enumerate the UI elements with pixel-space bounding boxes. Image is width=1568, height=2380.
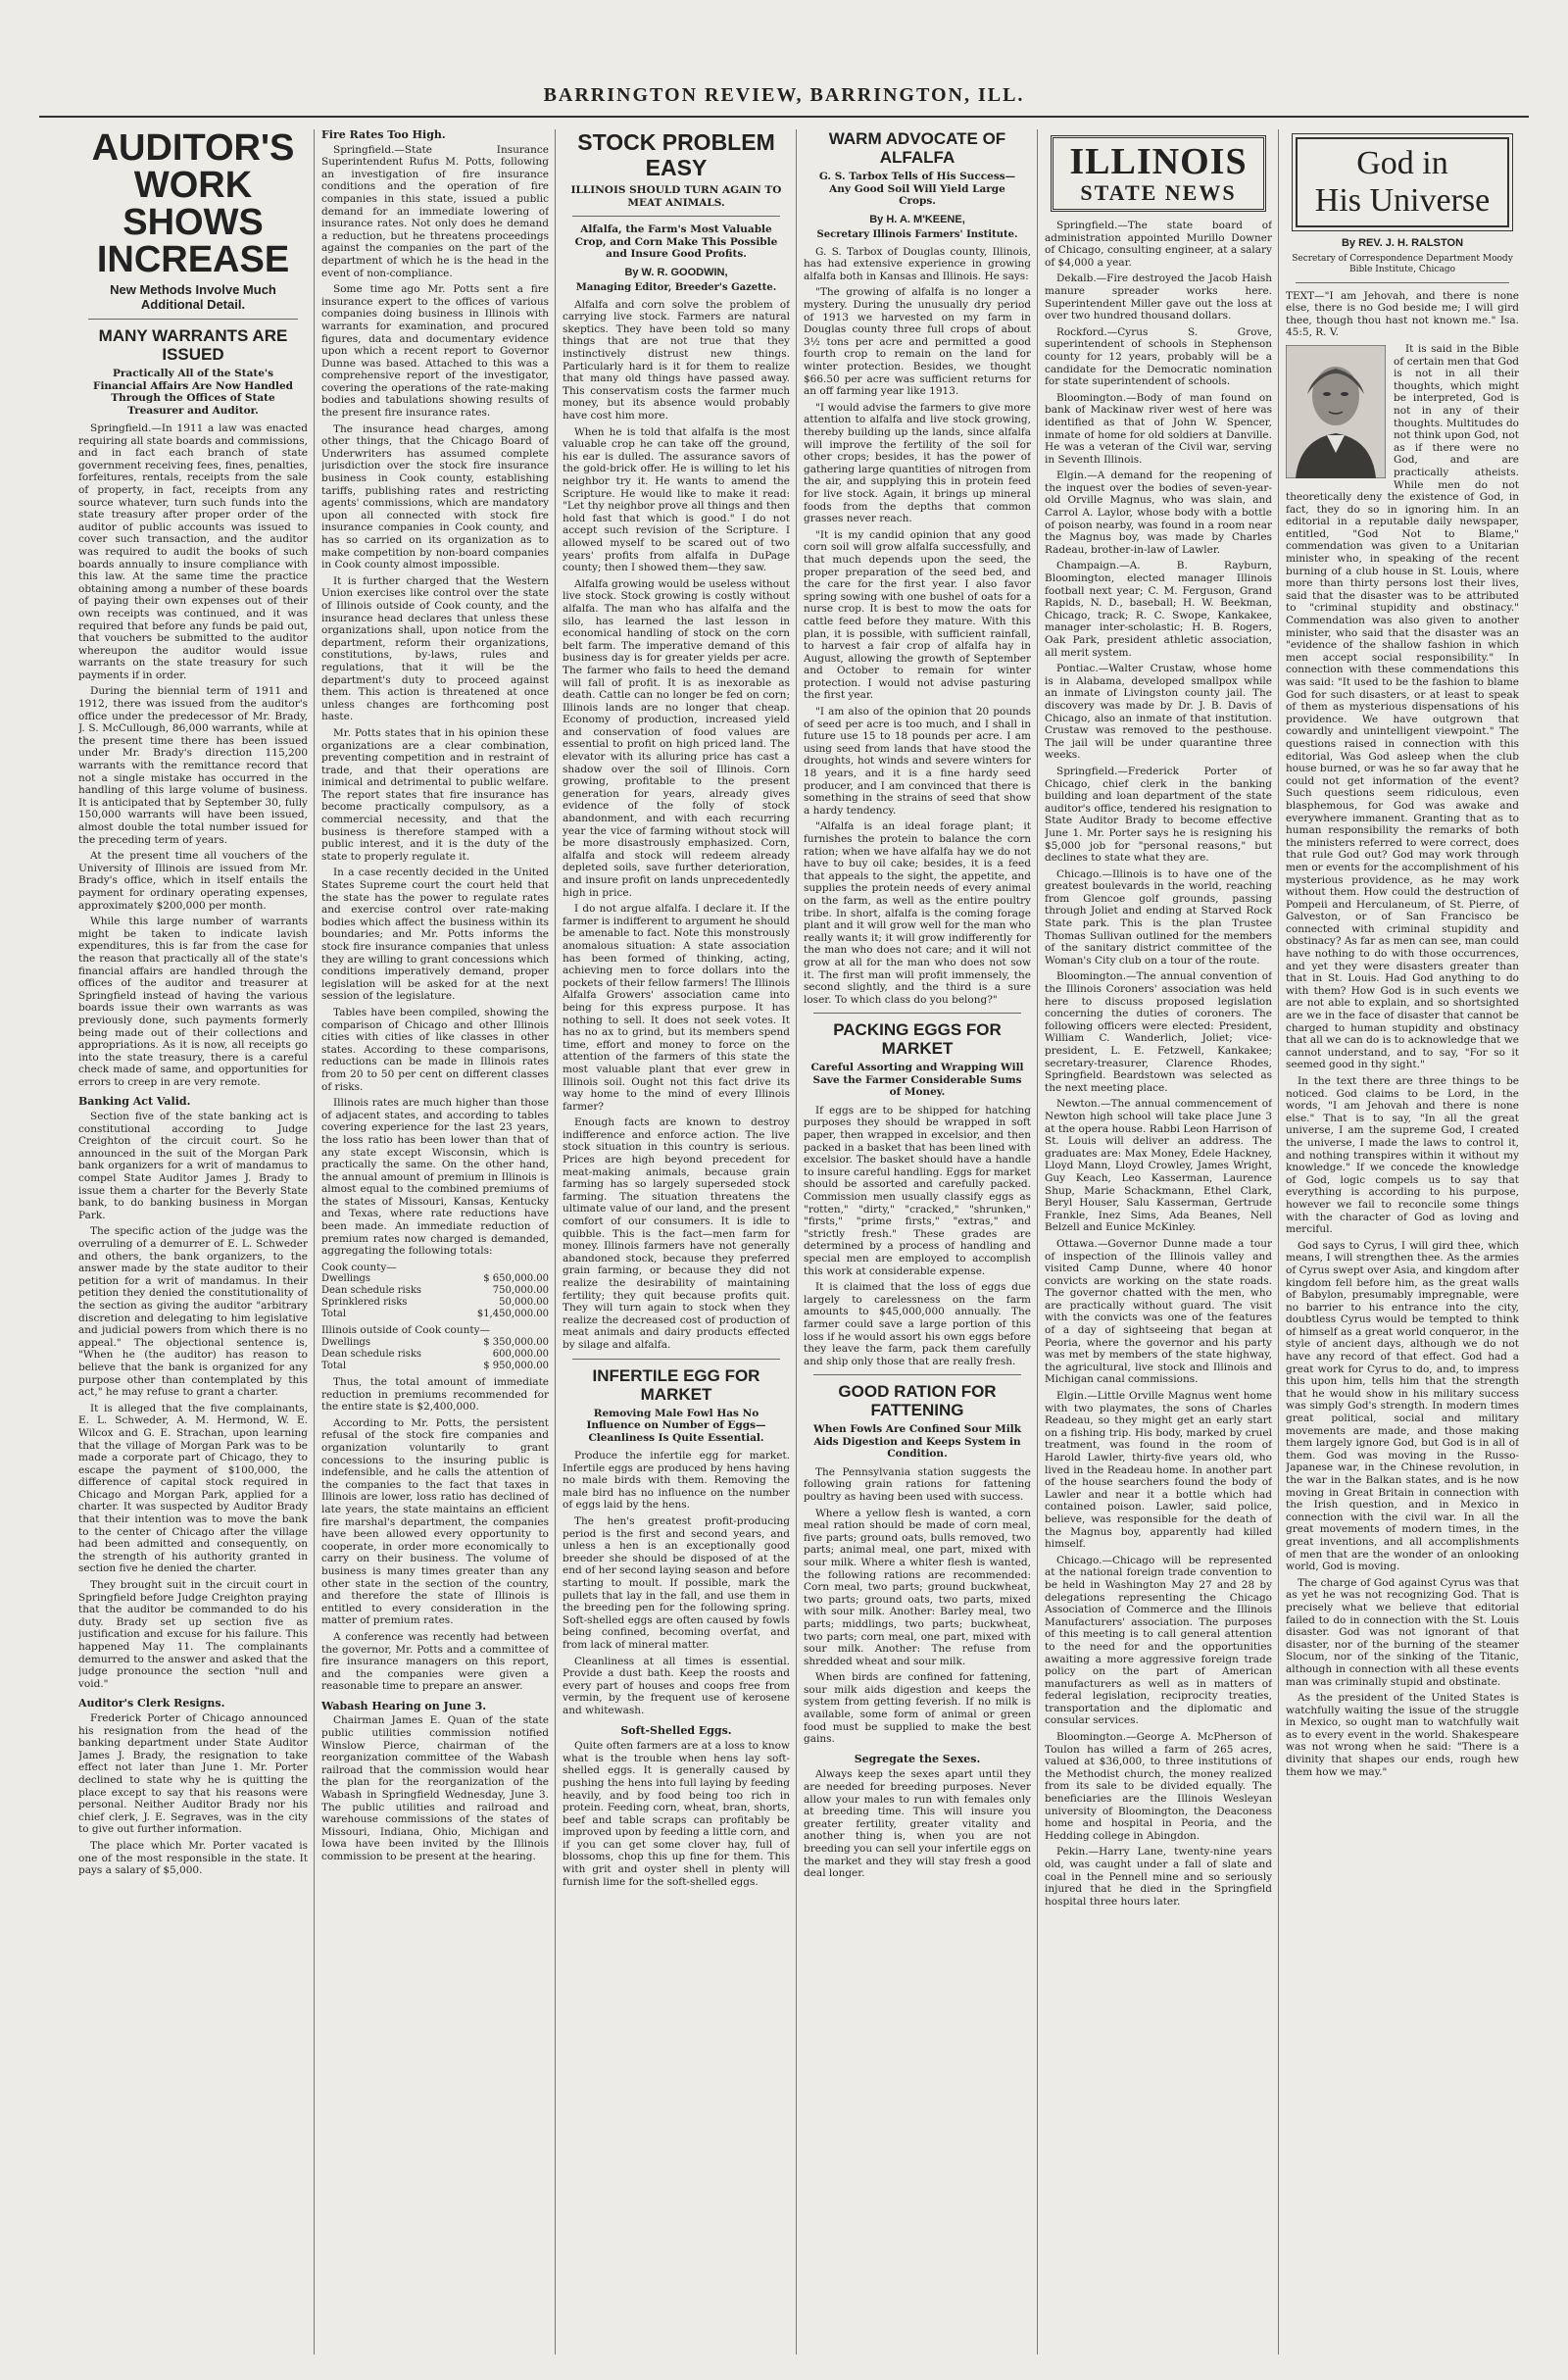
divider	[1296, 282, 1509, 283]
sermon-title: His Universe	[1314, 182, 1491, 219]
divider	[813, 1374, 1021, 1375]
paragraph: Mr. Potts states that in his opinion these organizations are a clear combination, preventing competition and in restraint of trade, and that their operations are inimical and detrimental to public welfare. The report states that fire insurance has become practically compulsory, as a commercial necessity, and that the business is therefore stamped with a public interest, and it is the duty of the state to properly regulate it.	[321, 726, 549, 863]
paragraph: Where a yellow flesh is wanted, a corn meal ration should be made of corn meal, five parts; ground oats, bulls removed, two parts; animal meal, one part, mixed with sour milk. Where a whiter flesh is wanted, the following rations are recommended: Corn meal, two parts; ground buckwheat, two parts; ground oats, two parts, mixed with sour milk. Another: Barley meal, two parts; middlings, two parts; buckwheat, two parts; corn meal, one part, mixed with sour milk. Another: The refuse from shredded wheat and sour milk.	[804, 1507, 1031, 1667]
paragraph: Alfalfa and corn solve the problem of carrying live stock. Farmers are natural skeptics. They have been told so many things that are not true that they instinctively distrust new things. Particularly hard is it for them to realize that many old things have passed away. This conservatism costs the farmer much money, but its absence would probably have cost him more.	[563, 298, 790, 422]
byline: By H. A. M'KEENE,	[869, 213, 965, 225]
news-item: Springfield.—Frederick Porter of Chicago, chief clerk in the banking building and loan department of the state auditor's office, tendered his resignation to State Auditor Brady to become effective June 1. Mr. Porter says he is resigning his $5,000 job for "personal reasons," but declines to state what they are.	[1045, 765, 1272, 865]
article-auditor	[78, 129, 308, 2364]
author-role: Secretary Illinois Farmers' Institute.	[816, 229, 1018, 241]
state-news-nameplate	[1051, 135, 1266, 212]
table-row: Total $ 950,000.00	[321, 1361, 549, 1372]
paragraph: As the president of the United States is watchfully waiting the issue of the struggle in Mexico, so ought man to watchfully wait as to every event in the world. Shakespeare was not wrong when he said: "There is a divinity that shapes our ends, rough hew them how we may."	[1286, 1692, 1519, 1778]
section-heading: Fire Rates Too High.	[321, 129, 446, 141]
paragraph: During the biennial term of 1911 and 1912, there was issued from the auditor's office under the predecessor of Mr. Brady, J. S. McCullough, 86,000 warrants, while at the present time there has been issued under Mr. Brady's direction 115,200 warrants with the remittance record that not a single mistake has occurred in the handling of this large volume of business. It is anticipated that by September 30, fully 150,000 warrants will have been issued, almost double the total number issued for the preceding term of years.	[78, 685, 308, 846]
headline: PACKING EGGS FOR MARKET	[833, 1020, 1002, 1059]
byline: By REV. J. H. RALSTON	[1341, 237, 1464, 249]
table-row: Sprinklered risks 50,000.00	[321, 1297, 549, 1309]
section-heading: Segregate the Sexes.	[854, 1752, 981, 1765]
deck: When Fowls Are Confined Sour Milk Aids Digestion and Keeps System in Condition.	[812, 1423, 1022, 1461]
deck: Practically All of the State's Financial Affairs Are Now Handled Through the Offices of State Treasurer and Auditor.	[92, 368, 294, 417]
section-heading: Wabash Hearing on June 3.	[321, 1699, 487, 1712]
table-heading: Cook county—	[321, 1261, 397, 1273]
subheadline: MANY WARRANTS ARE ISSUED	[98, 326, 288, 364]
news-item: Elgin.—Little Orville Magnus went home with two playmates, the sons of Charles Readeau, so they might get an early start on a fishing trip. His body, marked by cruel treatment, was found in the room of Harold Lawler, thirty-five years old, who lived in the Readeau home. In another part of the house searchers found the body of Lawler and near it a bottle which had contained poison. Lawler, said police, believe, was responsible for the death of the Magnus boy, apparently had killed himself.	[1045, 1390, 1272, 1551]
paragraph: If eggs are to be shipped for hatching purposes they should be wrapped in soft paper, then wrapped in excelsior, and then packed in a basket that has been lined with excelsior. The basket should have a handle to insure careful handling. Eggs for market should be assorted and carefully packed. Commission men usually classify eggs as "rotten," "dirty," "cracked," "shrunken," "firsts," "prime firsts," "extras," and "strictly fresh." These grades are determined by a process of handling and special men are employed to accomplish this work at considerable expense.	[804, 1104, 1031, 1277]
masthead-rule	[39, 116, 1529, 118]
article-god-in-universe	[1286, 129, 1519, 2364]
article-alfalfa	[804, 129, 1031, 2364]
divider	[813, 1013, 1021, 1014]
section-heading: Banking Act Valid.	[78, 1095, 191, 1109]
headline: GOOD RATION FOR FATTENING	[838, 1382, 997, 1420]
news-item: Rockford.—Cyrus S. Grove, superintendent of schools in Stephenson county for 12 years, probably will be a candidate for the Democratic nomination for state superintendent of schools.	[1045, 325, 1272, 388]
paragraph: Chairman James E. Quan of the state public utilities commission notified Winslow Pierce, chairman of the reorganization committee of the Wabash railroad that the commission would hear the plan for the reorganization of the Wabash in Springfield Wednesday, June 3. The public utilities and railroad and warehouse commissions of the states of Missouri, Indiana, Ohio, Michigan and Iowa have been invited by the Illinois commission to be present at the hearing.	[321, 1714, 549, 1862]
paragraph: The specific action of the judge was the overruling of a demurrer of E. L. Schweder and others, the bank organizers, to the answer made by the state auditor to their petition for a writ of mandamus. In their petition they denied the constitutionality of the section as giving the auditor "arbitrary discretion and delegating to him legislative and judicial powers from which there is no appeal." The objectional sentence is, "When he (the auditor) has reason to believe that the bank is organized for any purpose other than contemplated by this act," he may refuse to grant a charter.	[78, 1225, 308, 1399]
paragraph: When he is told that alfalfa is the most valuable crop he can take off the ground, his ear is dulled. The assurance savors of the gold-brick offer. He is willing to let his neighbor try it. He wants to amend the Scripture. He would like to make it read: "Let thy neighbor prove all things and then hold fast that which is good." I do not accept such revision of the Scripture. I allowed myself to be scared out of two years' profits from alfalfa in DuPage county; then I showed them—they saw.	[563, 425, 790, 574]
table-row: Dwellings $ 650,000.00	[321, 1273, 549, 1285]
headline: INFERTILE EGG FOR MARKET	[592, 1365, 760, 1404]
paragraph: Frederick Porter of Chicago announced his resignation from the head of the banking department under State Auditor James J. Brady, the resignation to take effect not later than June 1. Mr. Porter declined to state why he is quitting the place except to say that his reasons were personal. Neither Auditor Brady nor his chief clerk, J. E. Segraves, was in the city to give out further information.	[78, 1711, 308, 1836]
paragraph: "The growing of alfalfa is no longer a mystery. During the unusually dry period of 1913 we harvested on my farm in Douglas county three full crops of about 3½ tons per acre and permitted a good fourth crop to remain on the land for winter protection. Besides, we thought $66.50 per acre was sufficient returns for an off farming year like 1913.	[804, 286, 1031, 398]
paragraph: Illinois rates are much higher than those of adjacent states, and according to tables covering experience for the last 23 years, the loss ratio has been lower than that of any state except Wisconsin, which is practically the same. On the other hand, the annual amount of premium in Illinois is almost equal to the combined premiums of the states of Missouri, Kansas, Kentucky and Texas, where rate reductions have been made. An immediate reduction of premium rates now charged is demanded, aggregating the following totals:	[321, 1097, 549, 1258]
rate-table-outside	[321, 1324, 549, 1372]
paragraph: "I would advise the farmers to give more attention to alfalfa and live stock growing, thereby building up the lands, since alfalfa will improve the fertility of the soil for other crops; besides, it has the power of gathering large quantities of nitrogen from the air, and supplying this in protein feed for live stock. Again, it brings up mineral foods from the depths that common grasses never reach.	[804, 401, 1031, 525]
paragraph: Springfield.—In 1911 a law was enacted requiring all state boards and commissions, and in fact each branch of state government receiving fees, fines, penalties, forfeitures, rentals, receipts from the sale of property, in fact, receipts from any source whatever, turn such funds into the state treasury after proper order of the auditor of public accounts was issued to cover such transaction, and the auditor was required to audit the books of such boards annually to insure compliance with this law. At the same time the practice obtaining among a number of these boards of paying their own expenses out of their own receipts was continued, and it was required that before any funds be paid out, that vouchers be submitted to the auditor whereupon the auditor would issue warrants on the state treasury for such payments if in order.	[78, 422, 308, 681]
paragraph: The insurance head charges, among other things, that the Chicago Board of Underwriters has assumed complete jurisdiction over the stock fire insurance business in Cook county, establishing tariffs, publishing rates and restricting agents' commissions, which are mandatory upon all connected with stock fire insurance companies in Cook county, and has so carried on its organization as to make competition by non-board companies in Cook county almost impossible.	[321, 422, 549, 571]
deck: New Methods Involve Much Additional Detail.	[110, 282, 276, 312]
sermon-title-box	[1296, 137, 1509, 227]
rate-table-cook	[321, 1262, 549, 1321]
nameplate-title: ILLINOIS	[1069, 141, 1248, 182]
article-stock-problem	[563, 129, 790, 2364]
author-portrait	[1286, 345, 1386, 478]
paragraph: It is claimed that the loss of eggs due largely to carelessness on the farm amounts to $45,000,000 annually. The farmer could save a large portion of this loss if he would assort his own eggs before they leave the farm, pack them carefully and ship only those that are really fresh.	[804, 1281, 1031, 1367]
paragraph: God says to Cyrus, I will gird thee, which means, I will strengthen thee. As the armies of Cyrus swept over Asia, and kingdom after kingdom fell before him, as the great walls of Babylon, presumably impregnable, were no barrier to his entrance into the city, doubtless Cyrus would be tempted to think of himself as a great world conqueror, in the style of ancient days, although we do not have any record of that effect. God had a great work for Cyrus to do, and, to impress this upon him, tells him that the strength that he would show in his military success was simply God's strength. In modern times great political, social and military movements are made, and those making them largely ignore God, but God is in all of them. God was moving in the Russo-Japanese war, in the Chinese revolution, in the war in the Balkan states, and is he now moving in Great Britain in connection with the Irish question, and in Mexico in connection with the civil war. In all the great movements of modern times, in the great inventions, and all accomplishments of men that are the wonder of an onlooking world, God is moving.	[1286, 1239, 1519, 1573]
divider	[572, 1359, 780, 1360]
paragraph: The charge of God against Cyrus was that as yet he was not recognizing God. That is precisely what we believe that editorial failed to do in connection with the St. Louis disaster. God was not ignorant of that disaster, nor of the burning of the steamer Slocum, nor of the sinking of the Titanic, although in connection with all these events man was criminally stupid and obstinate.	[1286, 1576, 1519, 1688]
table-row: Total $1,450,000.00	[321, 1309, 549, 1320]
deck: ILLINOIS SHOULD TURN AGAIN TO MEAT ANIMALS.	[570, 184, 782, 209]
paragraph: G. S. Tarbox of Douglas county, Illinois, has had extensive experience in growing alfalfa both in Kansas and Illinois. He says:	[804, 245, 1031, 282]
table-row: Dwellings $ 350,000.00	[321, 1337, 549, 1349]
column-separator	[1278, 129, 1279, 2355]
masthead: BARRINGTON REVIEW, BARRINGTON, ILL.	[543, 84, 1025, 106]
nameplate-subtitle: STATE NEWS	[1080, 180, 1237, 205]
paragraph: At the present time all vouchers of the University of Illinois are issued from Mr. Brady's office, which in itself entails the payment for ordinary operating expenses, approximately $200,000 per month.	[78, 850, 308, 912]
paragraph: Quite often farmers are at a loss to know what is the trouble when hens lay soft-shelled eggs. It is generally caused by pushing the hens into full laying by feeding heavily, and by food being too rich in protein. Feeding corn, wheat, bran, shorts, beef and table scraps can profitably be improved upon by feeding a little corn, and if you can get some clover hay, full of blossoms, chop this up fine for them. This with grit and oyster shell in plenty will furnish lime for the soft-shelled eggs.	[563, 1740, 790, 1888]
divider	[88, 319, 298, 320]
author-role: Secretary of Correspondence Department Moody Bible Institute, Chicago	[1292, 253, 1513, 274]
paragraph: Cleanliness at all times is essential. Provide a dust bath. Keep the roosts and every part of houses and coops free from vermin, by the frequent use of kerosene and whitewash.	[563, 1655, 790, 1716]
paragraph: It is said in the Bible of certain men that God is not in all their thoughts, which might be interpreted, God is not in any of their thoughts. Multitudes do not think upon God, not as if there were no God, and are practically atheists. While men do not theoretically deny the existence of God, in fact, they do so in ignoring him. In an editorial in a reputable daily newspaper, entitled, "God Not to Blame," commendation was given to a Unitarian minister who, in speaking of the recent burning of a club house in St. Louis, where more than thirty persons lost their lives, said that the disaster was to be attributed to "criminal stupidity and obstinacy." Commendation was also given to another minister, who said that the disaster was an "evidence of the shallow fashion in which men accept social responsibility." In connection with these commendations this was said: "It used to be the fashion to blame God for such disasters, or at least to speak of them as mysterious dispensations of his providence. We have outgrown that cowardly and unintelligent viewpoint." The questions raised in connection with this editorial, Was God asleep when the club house burned, or was he so far away that he could not get information of the event? Such questions seem ridiculous, even blasphemous, for God was awake and everywhere immanent. Granting that as to human responsibility the remarks of both the ministers referred to were correct, does that rule God out? God may work through men or events for the accomplishment of his mysterious providence, as he may work without them. How could the destruction of Pompeii and Herculaneum, of St. Pierre, of Galveston, or of San Francisco be connected with criminal stupidity and obstinacy? As far as men can see, man could have nothing to do with those occurrences, and yet they were disasters greater than that in St. Louis. Had God anything to do with them? How God is in such events we are not able to explain, and so shortsighted are we in the face of disaster that cannot be charged to human stupidity and obstinacy that all we can do is to acknowledge that we cannot understand, and to say, "For so it seemed good in thy sight."	[1286, 342, 1519, 1071]
news-item: Dekalb.—Fire destroyed the Jacob Haish manure spreader works here. Superintendent Miller gave out the loss at over two hundred thousand dollars.	[1045, 273, 1272, 322]
paragraph: The place which Mr. Porter vacated is one of the most responsible in the state. It pays a salary of $5,000.	[78, 1839, 308, 1877]
paragraph: According to Mr. Potts, the persistent refusal of the stock fire companies and organization voluntarily to grant concessions to the insuring public is indefensible, and he calls the attention of the companies to the fact that taxes in Illinois are lower, loss ratio has declined of late years, the state maintains an efficient fire marshal's department, the companies have been allowed every opportunity to cooperate, in order more economically to carry on their business. The volume of business is many times greater than any other state in the section of the country, and therefore the state of Illinois is entitled to every consideration in the matter of premium rates.	[321, 1416, 549, 1627]
paragraph: Always keep the sexes apart until they are needed for breeding purposes. Never allow your males to run with females only at breeding time. This will insure you greater fertility, greater vitality and another thing is, when you are not breeding you can sell your infertile eggs on the market and they will stay fresh a good deal longer.	[804, 1768, 1031, 1880]
byline: By W. R. GOODWIN,	[624, 266, 728, 278]
deck: Alfalfa, the Farm's Most Valuable Crop, and Corn Make This Possible and Insure Good Profits.	[574, 223, 778, 260]
column-separator	[1037, 129, 1038, 2355]
news-item: Pontiac.—Walter Crustaw, whose home is in Alabama, developed smallpox while an inmate of Livingston county jail. The discovery was made by Dr. J. B. Davis of Chicago, also an inmate of that institution. Crustaw was removed to the pesthouse. The jail will be under quarantine three weeks.	[1045, 663, 1272, 762]
paragraph: "Alfalfa is an ideal forage plant; it furnishes the protein to balance the corn ration; when we have alfalfa hay we do not have to buy oil cake; besides, it is a feed that appeals to the sight, the appetite, and supplies the protein needs of every animal on the farm, as well as the entire poultry tribe. In short, alfalfa is the coming forage plant and it will grow well for the man who really wants it; it will grow indifferently for the man who does not care; and it will not grow at all for the man who does not sow it. The first man will profit immensely, the second slightly, and the third is a sure loser. To which class do you belong?"	[804, 820, 1031, 1006]
paragraph: Enough facts are known to destroy indifference and enforce action. The live stock situation in this country is serious. Prices are high beyond precedent for meat-making animals, because grain farming has so largely superseded stock farming. The situation threatens the ultimate value of our land, and the present comfort of our consumers. It is idle to quibble. This is the fact—men farm for money. Illinois farmers have not generally abandoned stock, because they preferred grain farming, or because they did not realize the desirability of maintaining fertility; they quit because profits quit. They will turn again to stock when they realize the decreased cost of production of meat animals and dairy products effected by silage and alfalfa.	[563, 1116, 790, 1351]
divider	[572, 216, 780, 217]
column-separator	[555, 129, 556, 2355]
news-item: Newton.—The annual commencement of Newton high school will take place June 3 at the opera house. Rabbi Leon Harrison of St. Louis will deliver an address. The graduates are: Max Money, Edele Hackney, Lloyd Mann, Lloyd Crowley, James Wright, Guy Keach, Leo Kasserman, Laurence Shup, Marie Schackmann, Ethel Clark, Beryl Houser, Salu Kasserman, Gertrude Frankle, Inez Sims, Ada Beanes, Nell Belzell and Eunice McKinley.	[1045, 1098, 1272, 1234]
paragraph: Alfalfa growing would be useless without live stock. Stock growing is costly without alfalfa. The man who has alfalfa and the silo, has learned the last lesson in economical handling of stock on the corn belt farm. The imperative demand of this business day is for greater yields per acre. The farmer who fails to heed the demand will fall of profit. It is as inexorable as death. Cattle can no longer be fed on corn; Illinois lands are no longer that cheap. Economy of production, increased yield and conservation of food values are essential to profit on high priced land. The elevator with its alluring price has cast a shadow over the soil of Illinois. Corn growing, profitable to the present generation for years, already gives evidence of the folly of stock abandonment, and with each recurring year the vice of farming without stock will be more disastrously emphasized. Corn, alfalfa and stock will redeem already depleted soils, save further deterioration, and insure profit on lands unprecedentedly high in price.	[563, 577, 790, 899]
sermon-title: God in	[1356, 145, 1448, 181]
news-item: Chicago.—Chicago will be represented at the national foreign trade convention to be held in Washington May 27 and 28 by delegations representing the Chicago Association of Commerce and the Illinois Manufacturers' association. The purposes of this meeting is to call general attention to the need for and the opportunities awaiting a more aggressive foreign trade policy on the part of American manufacturers as well as in matters of federal legislation, reciprocity treaties, transportation and the diplomatic and consular services.	[1045, 1554, 1272, 1727]
section-heading: Auditor's Clerk Resigns.	[78, 1697, 225, 1711]
paragraph: Section five of the state banking act is constitutional according to Judge Creighton of the circuit court. So he announced in the suit of the Morgan Park bank organizers for a writ of mandamus to compel State Auditor James J. Brady to issue them a charter for the Beverly State bank, to do banking business in Morgan Park.	[78, 1111, 308, 1221]
scripture-text: TEXT—"I am Jehovah, and there is none else, there is no God beside me; I will gird thee, though thou hast not known me." Isa. 45:5, R. V.	[1286, 289, 1519, 339]
paragraph: The hen's greatest profit-producing period is the first and second years, and unless a hen is an exceptionally good breeder she should be disposed of at the end of her second laying season and before starting to moult. If possible, mark the pullets that lay in the fall, and use them in the breeding pen for the following spring. Soft-shelled eggs are often caused by fowls being confined, becoming overfat, and from lack of mineral matter.	[563, 1515, 790, 1651]
paragraph: Produce the infertile egg for market. Infertile eggs are produced by hens having no male birds with them. Removing the male bird has no influence on the number of eggs laid by the hens.	[563, 1450, 790, 1512]
paragraph: "It is my candid opinion that any good corn soil will grow alfalfa successfully, and that much depends upon the seed, the proper preparation of the seed bed, and the care for the first year. I also favor spring sowing with one bushel of oats for a nurse crop. It is best to mow the oats for cattle feed before they mature. With this plan, it is possible, with sufficient rainfall, to harvest a fair crop of alfalfa hay in August, allowing the growth of September and October to remain for winter protection. I would not advise pasturing the first year.	[804, 528, 1031, 702]
news-item: Bloomington.—The annual convention of the Illinois Coroners' association was held here to discuss proposed legislation concerning the duties of coroners. The following officers were elected: President, William C. Wanderlich, Joliet; vice-president, L. E. Fetzwell, Kankakee; secretary-treasurer, Clarence Rhodes, Springfield. Beardstown was selected as the next meeting place.	[1045, 970, 1272, 1094]
paragraph: In the text there are three things to be noticed. God claims to be Lord, in the words, "I am Jehovah and there is none else." That is to say, "In all the great universe, I am the supreme God, I created the universe, I made the laws to control it, and nothing transpires within it without my knowledge." If we concede the knowledge of God, logic compels us to say that everything is according to his purpose, however we fail to reconcile some things with the character of God as loving and merciful.	[1286, 1075, 1519, 1236]
paragraph: Thus, the total amount of immediate reduction in premiums recommended for the entire state is $2,400,000.	[321, 1376, 549, 1413]
table-heading: Illinois outside of Cook county—	[321, 1324, 491, 1337]
deck: Removing Male Fowl Has No Influence on Number of Eggs—Cleanliness Is Quite Essential.	[586, 1407, 766, 1444]
news-item: Pekin.—Harry Lane, twenty-nine years old, was caught under a fall of slate and coal in the Pennell mine and so seriously injured that he died in the Springfield hospital three hours later.	[1045, 1846, 1272, 1908]
paragraph: When birds are confined for fattening, sour milk aids digestion and keeps the system from getting feverish. If no milk is available, some form of animal or green food must be supplied to make the best gains.	[804, 1671, 1031, 1746]
headline: WARM ADVOCATE OF ALFALFA	[828, 129, 1006, 167]
paragraph: A conference was recently had between the governor, Mr. Potts and a committee of fire insurance managers on this report, and the companies were given a reasonable time to prepare an answer.	[321, 1630, 549, 1693]
paragraph: Some time ago Mr. Potts sent a fire insurance expert to the offices of various companies doing business in Illinois with warrants for examination, and procured figures, data and documentary evidence upon which a recent report to Governor Dunne was based. Attached to this was a comprehensive report of the investigator, covering the operations of the rate-making bodies and tabulations showing results of the present fire insurance rates.	[321, 283, 549, 420]
news-item: Bloomington.—George A. McPherson of Toulon has willed a farm of 265 acres, valued at $36,000, to three institutions of the Methodist church, the money realized from its sale to be divided equally. The beneficiaries are the Illinois Wesleyan university of Bloomington, the Deaconess home and hospital in Peoria, and the Hedding college in Abingdon.	[1045, 1731, 1272, 1842]
headline: AUDITOR'S WORK SHOWS INCREASE	[91, 129, 295, 280]
table-row: Dean schedule risks 600,000.00	[321, 1349, 549, 1361]
deck: Careful Assorting and Wrapping Will Save the Farmer Considerable Sums of Money.	[810, 1062, 1024, 1099]
paragraph: I do not argue alfalfa. I declare it. If the farmer is indifferent to argument he should be amenable to fact. Note this monstrously anomalous situation: A state association has been formed of thinking, acting, achieving men to force dollars into the pockets of their fellow farmers! The Illinois Alfalfa Growers' association came into being for this express purpose. It has nothing to sell. It does not seek votes. It has no ax to grind, but its members spend time, effort and money to force on the attention of the farmers of this state the most valuable plant that ever grew in Illinois soil. Ought not this fact drive its way home to the mind of every Illinois farmer?	[563, 903, 790, 1113]
news-item: Chicago.—Illinois is to have one of the greatest boulevards in the world, reaching from Glencoe golf grounds, passing through Joliet and ending at Starved Rock State park. This is the plan Trustee Thomas Sullivan outlined for the members of the sanitary district committee of the Woman's City club on a tour of the route.	[1045, 868, 1272, 967]
column-separator	[796, 129, 797, 2355]
paragraph: Tables have been compiled, showing the comparison of Chicago and other Illinois cities with cities of like classes in other states. According to these comparisons, reductions can be made in Illinois rates from 20 to 50 per cent on different classes of risks.	[321, 1006, 549, 1093]
paragraph: While this large number of warrants might be taken to indicate lavish expenditures, this is far from the case for the reason that practically all of the state's financial affairs are handled through the offices of the auditor and treasurer at Springfield instead of having the various boards issue their own warrants as was previously done, such payments formerly being made out of their collections and appropriations. As it is now, all receipts go into the state treasury, there is a careful check made of same, and opportunities for errors to creep in are very remote.	[78, 916, 308, 1088]
paragraph: The Pennsylvania station suggests the following grain rations for fattening poultry as having been used with success.	[804, 1465, 1031, 1503]
news-item: Bloomington.—Body of man found on bank of Mackinaw river west of here was identified as that of John W. Spencer, inmate of home for old soldiers at Danville. He was a veteran of the Civil war, serving in Seventh Illinois.	[1045, 391, 1272, 466]
news-item: Ottawa.—Governor Dunne made a tour of inspection of the Illinois valley and visited Camp Dunne, where 40 honor convicts are working on the state roads. The governor chatted with the men, who are practically without guard. The visit with the convicts was one of the features of a day of sightseeing that began at Peoria, where the governor and his party was met by members of the state highway, the agricultural, live stock and Illinois and Michigan canal commissions.	[1045, 1237, 1272, 1386]
paragraph: Springfield.—State Insurance Superintendent Rufus M. Potts, following an investigation of fire insurance conditions and the operation of fire companies in this state, issued a public demand for an immediate lowering of insurance rates. Not only does he demand a reduction, but he threatens proceedings against the companies on the part of the department of which he is the head in the event of non-compliance.	[321, 143, 549, 279]
deck: G. S. Tarbox Tells of His Success—Any Good Soil Will Yield Large Crops.	[818, 171, 1016, 207]
paragraph: It is further charged that the Western Union exercises like control over the state of Illinois outside of Cook county, and the insurance head declares that unless these organizations shall, upon notice from the department, reform their organizations, constitutions, by-laws, rules and regulations, that it will be the department's duty to proceed against them. This action is threatened at once unless changes are forthcoming post haste.	[321, 574, 549, 723]
news-item: Springfield.—The state board of administration appointed Murillo Downer of Chicago, consulting engineer, at a salary of $4,000 a year.	[1045, 220, 1272, 269]
column-separator	[314, 129, 315, 2355]
author-role: Managing Editor, Breeder's Gazette.	[575, 282, 777, 294]
section-heading: Soft-Shelled Eggs.	[620, 1723, 732, 1737]
table-row: Dean schedule risks 750,000.00	[321, 1285, 549, 1297]
headline: STOCK PROBLEM EASY	[577, 129, 775, 180]
paragraph: They brought suit in the circuit court in Springfield before Judge Creighton praying that the auditor be commanded to do his duty. Brady set up section five as justification and excuse for his failure. This happened May 11. The complainants demurred to the answer and asked that the judge pronounce the section "null and void."	[78, 1579, 308, 1690]
paragraph: In a case recently decided in the United States Supreme court the court held that the state has the power to regulate rates and exercise control over rate-making bodies which affect the business within its boundaries; and Mr. Potts informs the stock fire insurance companies that unless they are willing to grant concessions which conditions imperatively demand, proper legislation will be asked for at the next session of the legislature.	[321, 867, 549, 1003]
paragraph: "I am also of the opinion that 20 pounds of seed per acre is too much, and I shall in future use 15 to 18 pounds per acre. I am using seed from lands that have stood the droughts, hot winds and severe winters for 18 years, and it is a fine hardy seed producer, and I am convinced that there is something in the strains of seed that show a hardy tendency.	[804, 706, 1031, 817]
article-fire-rates	[321, 129, 549, 2364]
news-item: Elgin.—A demand for the reopening of the inquest over the bodies of seven-year-old Orville Magnus, who was slain, and Carrol A. Laylor, whose body with a bottle of poison nearby, was found in a room near the Magnus boy, was made by Charles Radeau, brother-in-law of Lawler.	[1045, 470, 1272, 556]
news-item: Champaign.—A. B. Rayburn, Bloomington, elected manager Illinois football next year; C. M. Ferguson, Grand Rapids, N. D., baseball; H. W. Beekman, Chicago, track; R. C. Swope, Kankakee, manager inter-scholastic; H. B. Rogers, Oak Park, president athletic association, all merit system.	[1045, 560, 1272, 659]
article-state-news	[1045, 129, 1272, 2364]
paragraph: It is alleged that the five complainants, E. L. Schweder, A. M. Hermond, W. E. Wilcox and G. E. Strachan, upon learning that the village of Morgan Park was to be made a corporate part of Chicago, they to escape the payment of $100,000, the difference of capital stock required in Chicago and Morgan Park, applied for a charter. It was suspected by Auditor Brady that their intention was to move the bank to the center of Chicago after the village had been admitted and consequently, on the strength of his authority granted in section five he denied the charter.	[78, 1402, 308, 1575]
